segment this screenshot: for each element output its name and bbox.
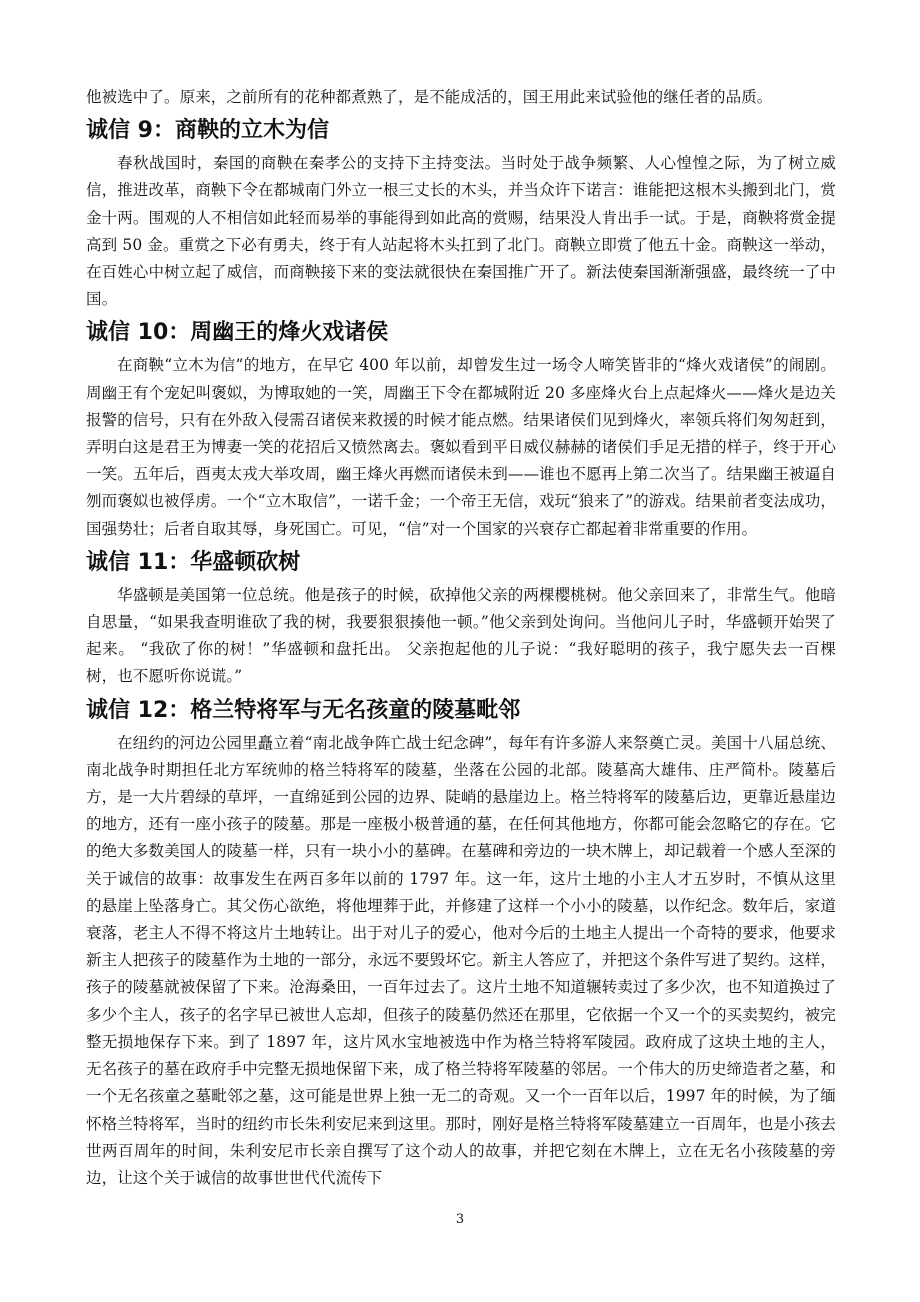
section-paragraph: 华盛顿是美国第一位总统。他是孩子的时候，砍掉他父亲的两棵樱桃树。他父亲回来了，非常生气。他暗自思量，“如果我查明谁砍了我的树，我要狠狠揍他一顿。”他父亲到处询问。当他问儿子时，华盛顿开始哭了起来。 “我砍了你的树！”华盛顿和盘托出。 父亲抱起他的儿子说：“我好聪明的孩子，我宁愿失去一百棵树，也不愿听你说谎。” — [86, 585, 836, 686]
section-zhouyouwang — [86, 317, 836, 542]
section-paragraph: 在纽约的河边公园里矗立着“南北战争阵亡战士纪念碑”，每年有许多游人来祭奠亡灵。美国十八届总统、南北战争时期担任北方军统帅的格兰特将军的陵墓，坐落在公园的北部。陵墓高大雄伟、庄严简朴。陵墓后方，是一大片碧绿的草坪，一直绵延到公园的边界、陡峭的悬崖边上。格兰特将军的陵墓后边，更靠近悬崖边的地方，还有一座小孩子的陵墓。那是一座极小极普通的墓，在任何其他地方，你都可能会忽略它的存在。它的绝大多数美国人的陵墓一样，只有一块小小的墓碑。在墓碑和旁边的一块木牌上，却记载着一个感人至深的关于诚信的故事：故事发生在两百多年以前的 1797 年。这一年，这片土地的小主人才五岁时，不慎从这里的悬崖上坠落身亡。其父伤心欲绝，将他埋葬于此，并修建了这样一个小小的陵墓，以作纪念。数年后，家道衰落，老主人不得不将这片土地转让。出于对儿子的爱心，他对今后的土地主人提出一个奇特的要求，他要求新主人把孩子的陵墓作为土地的一部分，永远不要毁坏它。新主人答应了，并把这个条件写进了契约。这样，孩子的陵墓就被保留了下来。沧海桑田，一百年过去了。这片土地不知道辗转卖过了多少次，也不知道换过了多少个主人，孩子的名字早已被世人忘却，但孩子的陵墓仍然还在那里，它依据一个又一个的买卖契约，被完整无损地保存下来。到了 1897 年，这片风水宝地被选中作为格兰特将军陵园。政府成了这块土地的主人，无名孩子的墓在政府手中完整无损地保留下来，成了格兰特将军陵墓的邻居。一个伟大的历史缔造者之墓，和一个无名孩童之墓毗邻之墓，这可能是世界上独一无二的奇观。又一个一百年以后，1997 年的时候，为了缅怀格兰特将军，当时的纽约市长朱利安尼来到这里。那时，刚好是格兰特将军陵墓建立一百周年，也是小孩去世两百周年的时间，朱利安尼市长亲自撰写了这个动人的故事，并把它刻在木牌上，立在无名小孩陵墓的旁边，让这个关于诚信的故事世世代代流传下 — [86, 733, 836, 1187]
section-heading: 诚信 11：华盛顿砍树 — [86, 549, 301, 575]
section-shangyang — [86, 115, 836, 313]
section-heading: 诚信 10：周幽王的烽火戏诸侯 — [86, 320, 389, 346]
document-page — [86, 84, 836, 1192]
page-number: 3 — [455, 1212, 465, 1227]
section-grant — [86, 695, 836, 1192]
section-washington — [86, 547, 836, 691]
intro-tail-paragraph: 他被选中了。原来，之前所有的花种都煮熟了，是不能成活的，国王用此来试验他的继任者的品质。 — [86, 88, 773, 106]
section-paragraph: 春秋战国时，秦国的商鞅在秦孝公的支持下主持变法。当时处于战争频繁、人心惶惶之际，为了树立威信，推进改革，商鞅下令在都城南门外立一根三丈长的木头，并当众许下诺言：谁能把这根木头搬到北门，赏金十两。围观的人不相信如此轻而易举的事能得到如此高的赏赐，结果没人肯出手一试。于是，商鞅将赏金提高到 50 金。重赏之下必有勇夫，终于有人站起将木头扛到了北门。商鞅立即赏了他五十金。商鞅这一举动，在百姓心中树立起了威信，而商鞅接下来的变法就很快在秦国推广开了。新法使秦国渐渐强盛，最终统一了中国。 — [86, 154, 836, 309]
section-heading: 诚信 12：格兰特将军与无名孩童的陵墓毗邻 — [86, 697, 521, 723]
section-heading: 诚信 9：商鞅的立木为信 — [86, 118, 329, 144]
section-paragraph: 在商鞅“立木为信”的地方，在早它 400 年以前，却曾发生过一场令人啼笑皆非的“烽火戏诸侯”的闹剧。周幽王有个宠妃叫褒姒，为博取她的一笑，周幽王下令在都城附近 20 多座烽火台上点起烽火——烽火是边关报警的信号，只有在外敌入侵需召诸侯来救援的时候才能点燃。结果诸侯们见到烽火，率领兵将们匆匆赶到，弄明白这是君王为博妻一笑的花招后又愤然离去。褒姒看到平日威仪赫赫的诸侯们手足无措的样子，终于开心一笑。五年后，酉夷太戎大举攻周，幽王烽火再燃而诸侯未到——谁也不愿再上第二次当了。结果幽王被逼自刎而褒姒也被俘虏。一个“立木取信”，一诺千金；一个帝王无信，戏玩“狼来了”的游戏。结果前者变法成功，国强势壮；后者自取其辱，身死国亡。可见，“信”对一个国家的兴衰存亡都起着非常重要的作用。 — [86, 356, 836, 538]
